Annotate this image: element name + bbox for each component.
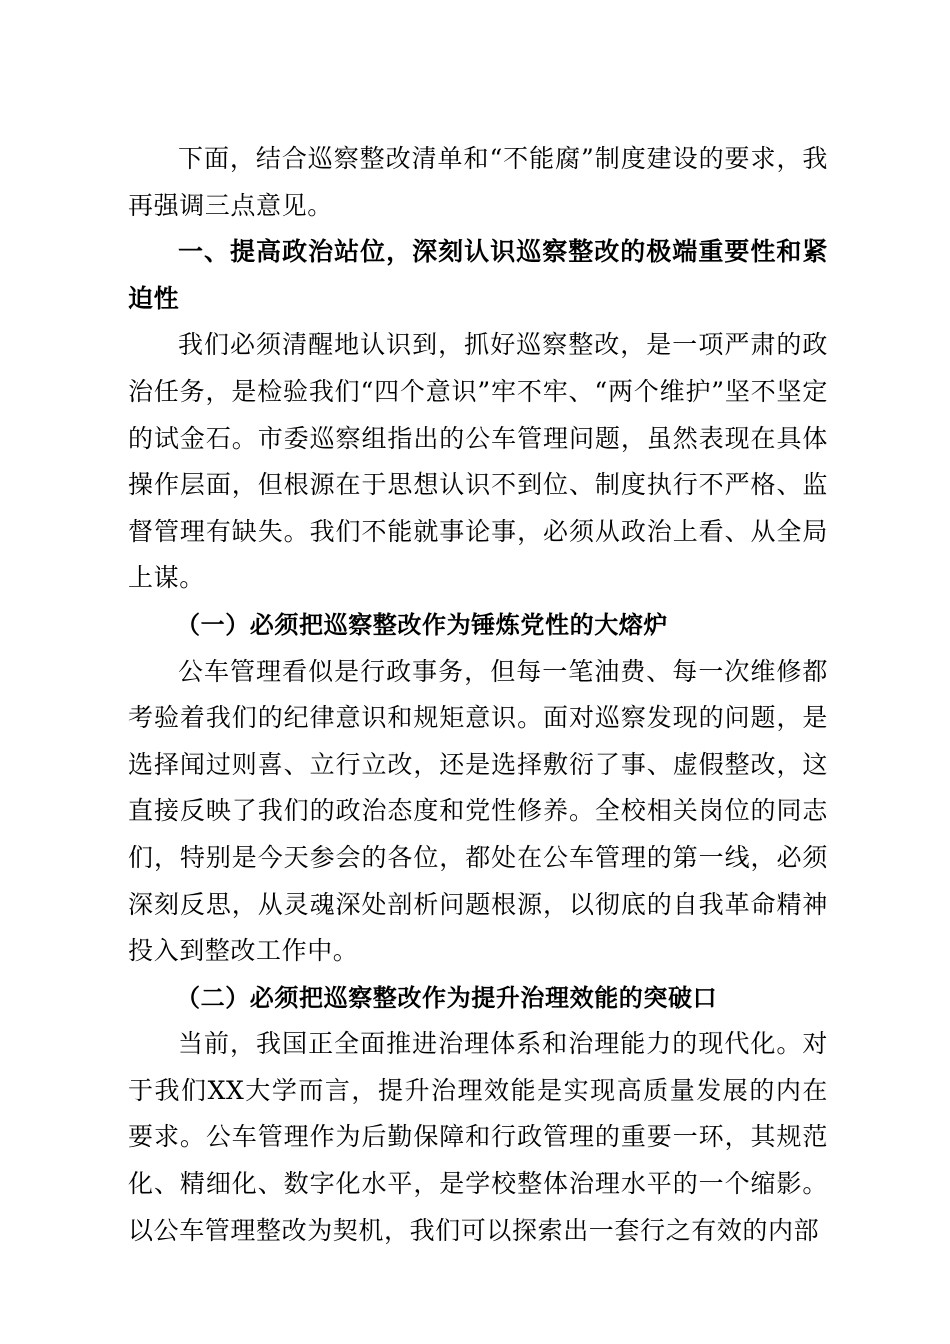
subsection-heading-1: （一）必须把巡察整改作为锤炼党性的大熔炉 (176, 610, 668, 639)
section-heading-1: 一、提高政治站位，深刻认识巡察整改的极端重要性和紧迫性 (128, 237, 828, 313)
intro-paragraph: 下面，结合巡察整改清单和“不能腐”制度建设的要求，我再强调三点意见。 (128, 144, 828, 220)
body-paragraph: 公车管理看似是行政事务，但每一笔油费、每一次维修都考验着我们的纪律意识和规矩意识。面对巡察发现的问题，是选择闻过则喜、立行立改，还是选择敷衍了事、虚假整改，这直接反映了我们的政治态度和党性修养。全校相关岗位的同志们，特别是今天参会的各位，都处在公车管理的第一线，必须深刻反思，从灵魂深处剖析问题根源，以彻底的自我革命精神投入到整改工作中。 (128, 656, 828, 966)
subsection-heading-2: （二）必须把巡察整改作为提升治理效能的突破口 (176, 983, 718, 1012)
document-body (128, 136, 828, 1254)
body-paragraph: 当前，我国正全面推进治理体系和治理能力的现代化。对于我们XX大学而言，提升治理效能是实现高质量发展的内在要求。公车管理作为后勤保障和行政管理的重要一环，其规范化、精细化、数字化水平，是学校整体治理水平的一个缩影。以公车管理整改为契机，我们可以探索出一套行之有效的内部 (128, 1029, 828, 1245)
body-paragraph: 我们必须清醒地认识到，抓好巡察整改，是一项严肃的政治任务，是检验我们“四个意识”牢不牢、“两个维护”坚不坚定的试金石。市委巡察组指出的公车管理问题，虽然表现在具体操作层面，但根源在于思想认识不到位、制度执行不严格、监督管理有缺失。我们不能就事论事，必须从政治上看、从全局上谋。 (128, 330, 828, 593)
